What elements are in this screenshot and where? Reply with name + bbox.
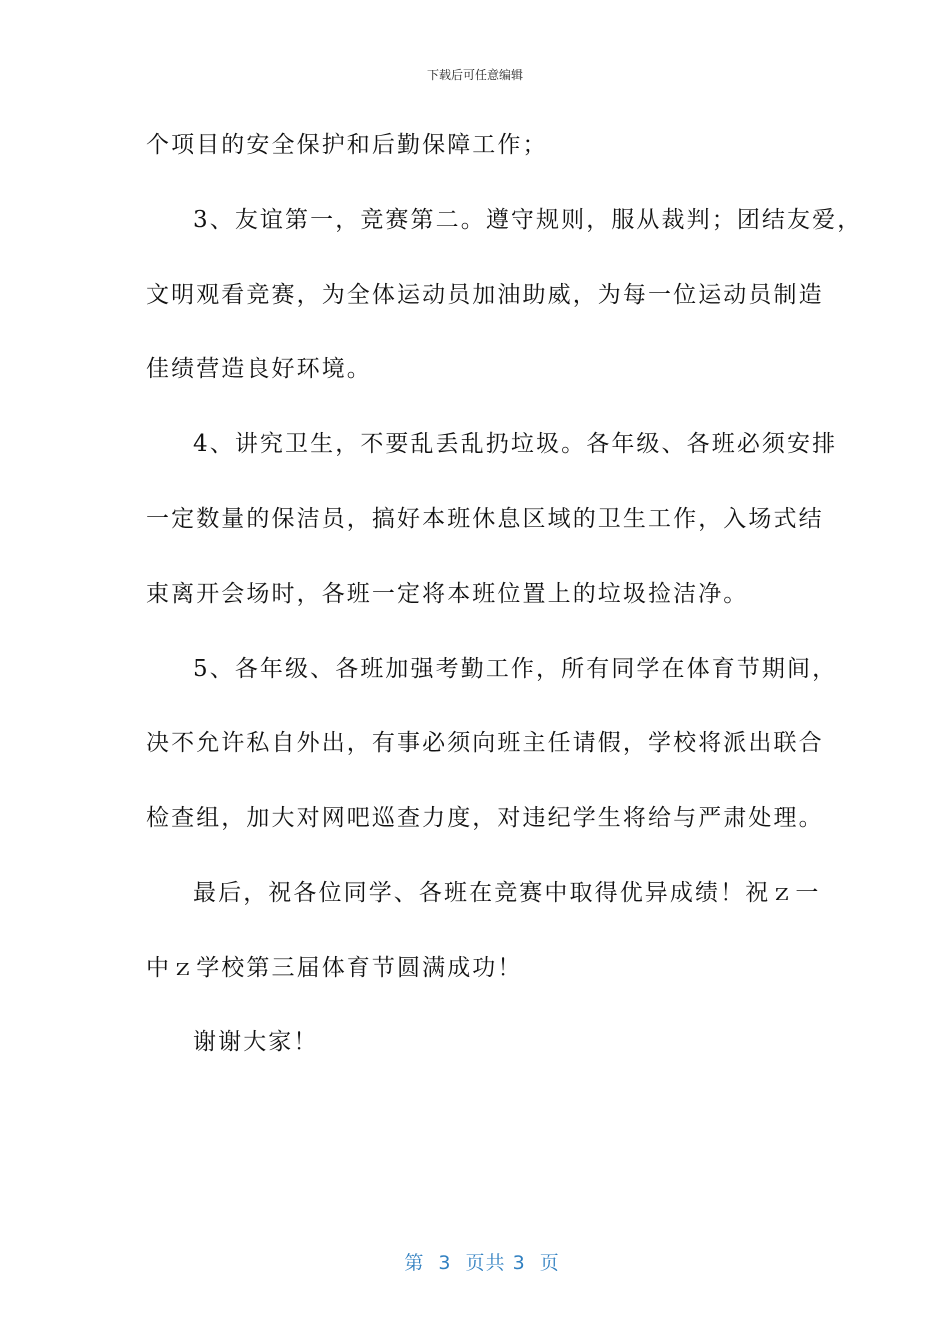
body-line: 4、讲究卫生，不要乱丢乱扔垃圾。各年级、各班必须安排 — [193, 431, 838, 457]
page-label: 第 3 页共 3 页 — [404, 1252, 560, 1274]
page-number-footer — [0, 1226, 950, 1275]
body-line: 决不允许私自外出，有事必须向班主任请假，学校将派出联合 — [146, 730, 824, 756]
body-line: 佳绩营造良好环境。 — [146, 356, 372, 382]
body-line: 检查组，加大对网吧巡查力度，对违纪学生将给与严肃处理。 — [146, 805, 824, 831]
body-line: 中ｚ学校第三届体育节圆满成功！ — [146, 955, 523, 981]
body-line: 谢谢大家！ — [193, 1029, 319, 1055]
body-line: 最后，祝各位同学、各班在竞赛中取得优异成绩！祝ｚ一 — [193, 880, 821, 906]
header-note: 下载后可任意编辑 — [426, 68, 523, 82]
body-line: 一定数量的保洁员，搞好本班休息区域的卫生工作，入场式结 — [146, 506, 824, 532]
body-line: 束离开会场时，各班一定将本班位置上的垃圾捡洁净。 — [146, 581, 749, 607]
body-line: 5、各年级、各班加强考勤工作，所有同学在体育节期间， — [193, 656, 838, 682]
body-line: 个项目的安全保护和后勤保障工作； — [146, 132, 548, 158]
body-line: 3、友谊第一，竞赛第二。遵守规则，服从裁判；团结友爱， — [193, 207, 863, 233]
body-line: 文明观看竞赛，为全体运动员加油助威，为每一位运动员制造 — [146, 282, 824, 308]
